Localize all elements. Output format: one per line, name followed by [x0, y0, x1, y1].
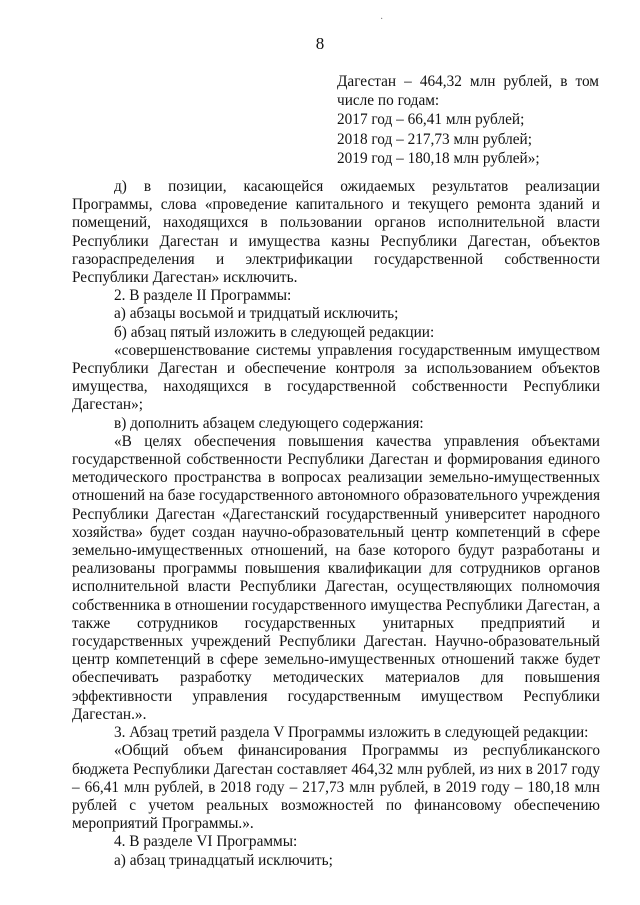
- text-line: числе по годам:: [337, 92, 440, 110]
- continued-passport-fragment: [337, 72, 599, 168]
- text-line: 2018 год – 217,73 млн рублей;: [337, 130, 532, 148]
- page-number: 8: [315, 34, 325, 53]
- paragraph-item-b: б) абзац пятый изложить в следующей редакции:: [114, 323, 435, 341]
- text-line: 2019 год – 180,18 млн рублей»;: [337, 149, 540, 167]
- scan-speck: ·: [380, 14, 384, 25]
- paragraph-item-a: а) абзацы восьмой и тридцатый исключить;: [114, 305, 399, 323]
- paragraph-item-a: а) абзац тринадцатый исключить;: [114, 851, 333, 869]
- paragraph-item-d: д) в позиции, касающейся ожидаемых результатов реализации Программы, слова «проведение капитального и текущего ремонта зданий и помещений, находящихся в пользовании органов исполнительной власти Республики Дагестан и имущества казны Республики Дагестан, объектов газораспределения и электрификации государственной собственности Республики Дагестан» исключить.: [72, 178, 600, 287]
- text-line: 2017 год – 66,41 млн рублей;: [337, 111, 525, 129]
- paragraph-section-3: 3. Абзац третий раздела V Программы изложить в следующей редакции:: [114, 724, 589, 742]
- paragraph-section-2: 2. В разделе II Программы:: [114, 287, 292, 305]
- paragraph-section-4: 4. В разделе VI Программы:: [114, 833, 298, 851]
- document-body: [72, 178, 600, 870]
- quoted-paragraph: «Общий объем финансирования Программы из республиканского бюджета Республики Дагестан составляет 464,32 млн рублей, из них в 2017 году – 66,41 млн рублей, в 2018 году – 217,73 млн рублей, в 2019 году – 180,18 млн рублей с учетом реальных возможностей по финансовому обеспечению мероприятий Программы.».: [72, 742, 600, 833]
- quoted-paragraph: «совершенствование системы управления государственным имуществом Республики Дагестан и обеспечение контроля за использованием объектов имущества, находящихся в государственной собственности Республики Дагестан»;: [72, 341, 600, 414]
- text-line: Дагестан – 464,32 млн рублей, в том: [337, 73, 599, 90]
- paragraph-item-v: в) дополнить абзацем следующего содержания:: [114, 414, 424, 432]
- quoted-paragraph: «В целях обеспечения повышения качества управления объектами государственной собственности Республики Дагестан и формирования единого методического пространства в вопросах реализации земельно-имущественных отношений на базе государственного автономного образовательного учреждения Республики Дагестан «Дагестанский государственный университет народного хозяйства» будет создан научно-образовательный центр компетенций в сфере земельно-имущественных отношений, на базе которого будут разработаны и реализованы программы повышения квалификации для сотрудников органов исполнительной власти Республики Дагестан, осуществляющих полномочия собственника в отношении государственного имущества Республики Дагестан, а также сотрудников государственных унитарных предприятий и государственных учреждений Республики Дагестан. Научно-образовательный центр компетенций в сфере земельно-имущественных отношений также будет обеспечивать разработку методических материалов для повышения эффективности управления государственным имуществом Республики Дагестан.».: [72, 432, 600, 723]
